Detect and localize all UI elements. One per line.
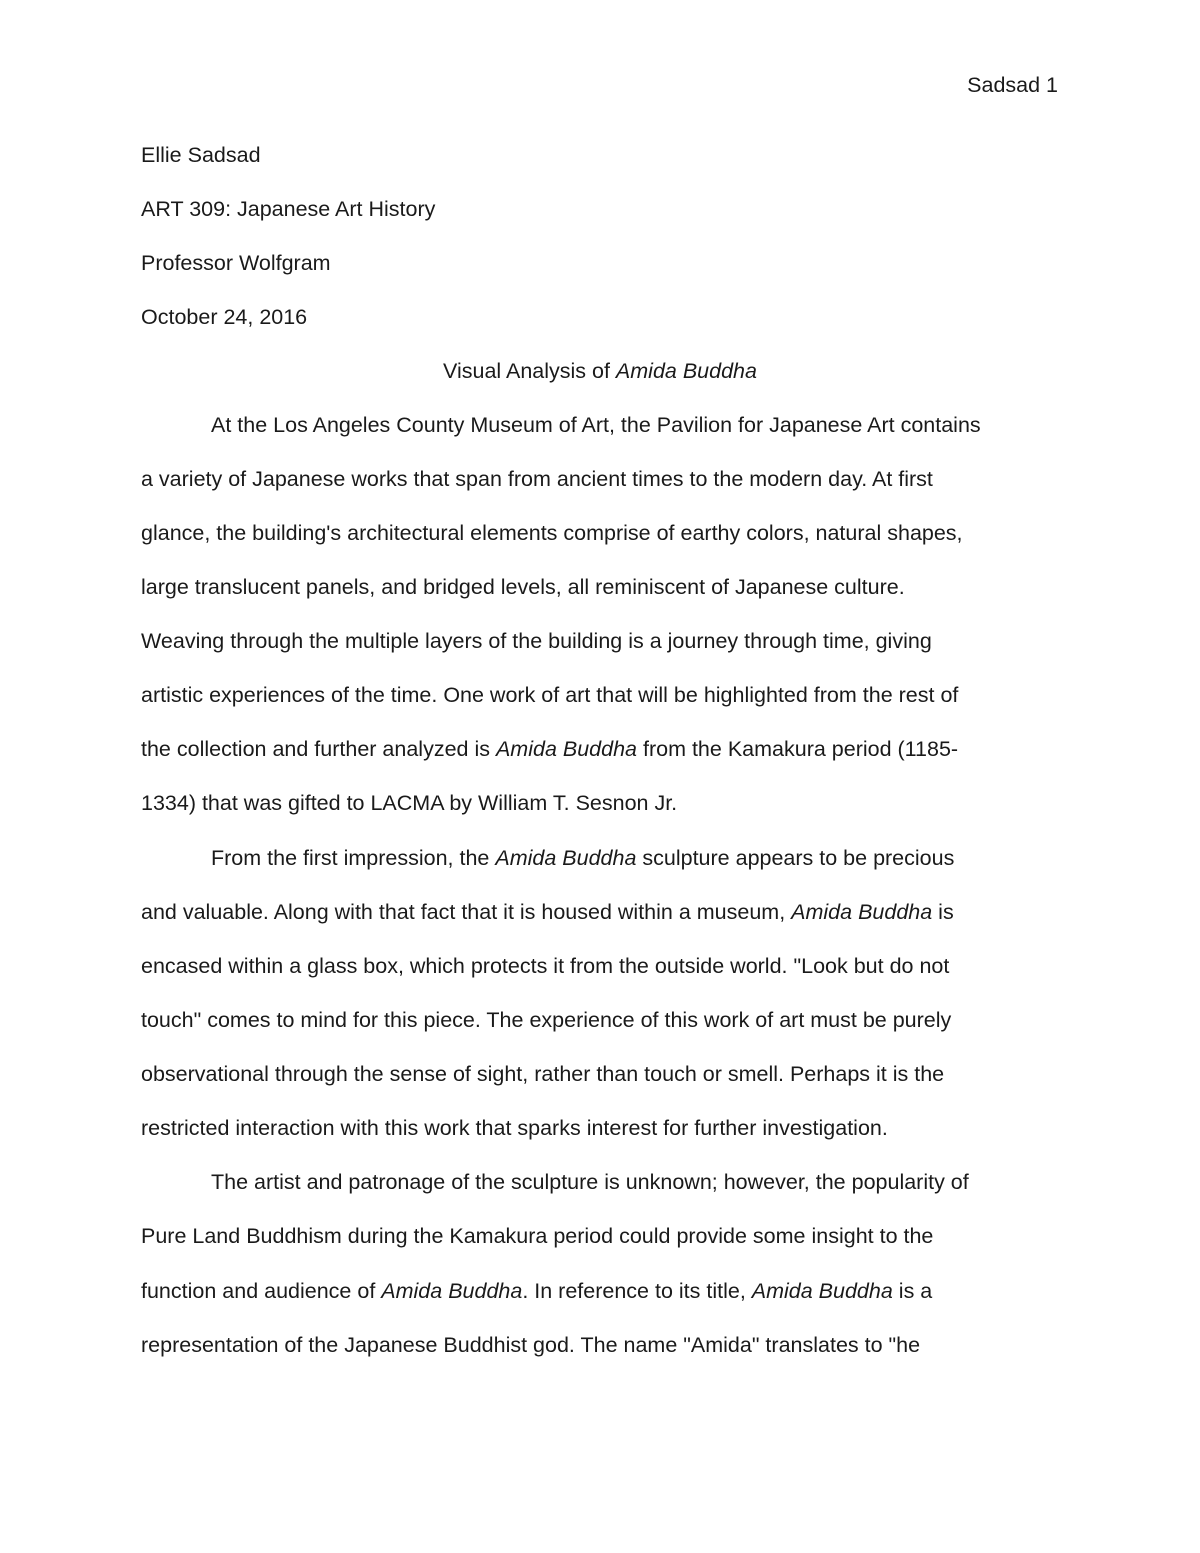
body-line [141,1061,1061,1088]
author-name: Ellie Sadsad [141,143,261,167]
body-line [141,736,1061,763]
body-line [141,574,1061,601]
text-run: restricted interaction with this work that sparks interest for further investigation. [141,1116,888,1140]
italic-title-run: Amida Buddha [791,900,933,924]
course-name: ART 309: Japanese Art History [141,197,436,221]
text-run: Weaving through the multiple layers of the building is a journey through time, giving [141,629,932,653]
text-run: is [932,900,954,924]
text-run: function and audience of [141,1279,382,1303]
body-line [211,412,1061,439]
text-run: glance, the building's architectural elements comprise of earthy colors, natural shapes, [141,521,963,545]
text-run: large translucent panels, and bridged levels, all reminiscent of Japanese culture. [141,575,905,599]
text-run: The artist and patronage of the sculpture is unknown; however, the popularity of [211,1170,969,1194]
body-line [141,1007,1061,1034]
text-run: . In reference to its title, [522,1279,752,1303]
body-line [141,1278,1061,1305]
italic-title-run: Amida Buddha [381,1279,523,1303]
italic-title-run: Amida Buddha [495,737,638,761]
paper-title [0,358,1200,385]
text-run: touch" comes to mind for this piece. The experience of this work of art must be purely [141,1008,952,1032]
text-run: Pure Land Buddhism during the Kamakura period could provide some insight to the [141,1224,934,1248]
italic-title-run: Amida Buddha [751,1279,893,1303]
text-run: At the Los Angeles County Museum of Art, the Pavilion for Japanese Art contains [211,413,981,437]
body-line [211,1169,1061,1196]
instructor-name: Professor Wolfgram [141,251,331,275]
body-line [141,628,1061,655]
paper-date: October 24, 2016 [141,305,308,329]
text-run: from the Kamakura period (1185- [637,737,959,761]
body-line [141,899,1061,926]
body-line [141,466,1061,493]
text-run: 1334) that was gifted to LACMA by William T. Sesnon Jr. [141,791,678,815]
text-run: representation of the Japanese Buddhist god. The name "Amida" translates to "he [141,1333,921,1357]
italic-title-run: Amida Buddha [495,846,637,870]
text-run: observational through the sense of sight, rather than touch or smell. Perhaps it is the [141,1062,945,1086]
body-line [141,790,1061,817]
text-run: and valuable. Along with that fact that it is housed within a museum, [141,900,792,924]
text-run: the collection and further analyzed is [141,737,496,761]
text-run: sculpture appears to be precious [636,846,955,870]
text-run: is a [892,1279,933,1303]
body-line [141,682,1061,709]
text-run: artistic experiences of the time. One work of art that will be highlighted from the rest of [141,683,959,707]
title-text: Visual Analysis of [443,359,616,383]
body-line [211,845,1061,872]
body-line [141,1115,1061,1142]
text-run: encased within a glass box, which protects it from the outside world. "Look but do not [141,954,950,978]
body-line [141,953,1061,980]
body-line [141,1332,1061,1359]
text-run: a variety of Japanese works that span from ancient times to the modern day. At first [141,467,933,491]
body-line [141,520,1061,547]
title-italic: Amida Buddha [615,359,757,383]
body-line [141,1223,1061,1250]
text-run: From the first impression, the [211,846,496,870]
running-head: Sadsad 1 [967,73,1058,97]
